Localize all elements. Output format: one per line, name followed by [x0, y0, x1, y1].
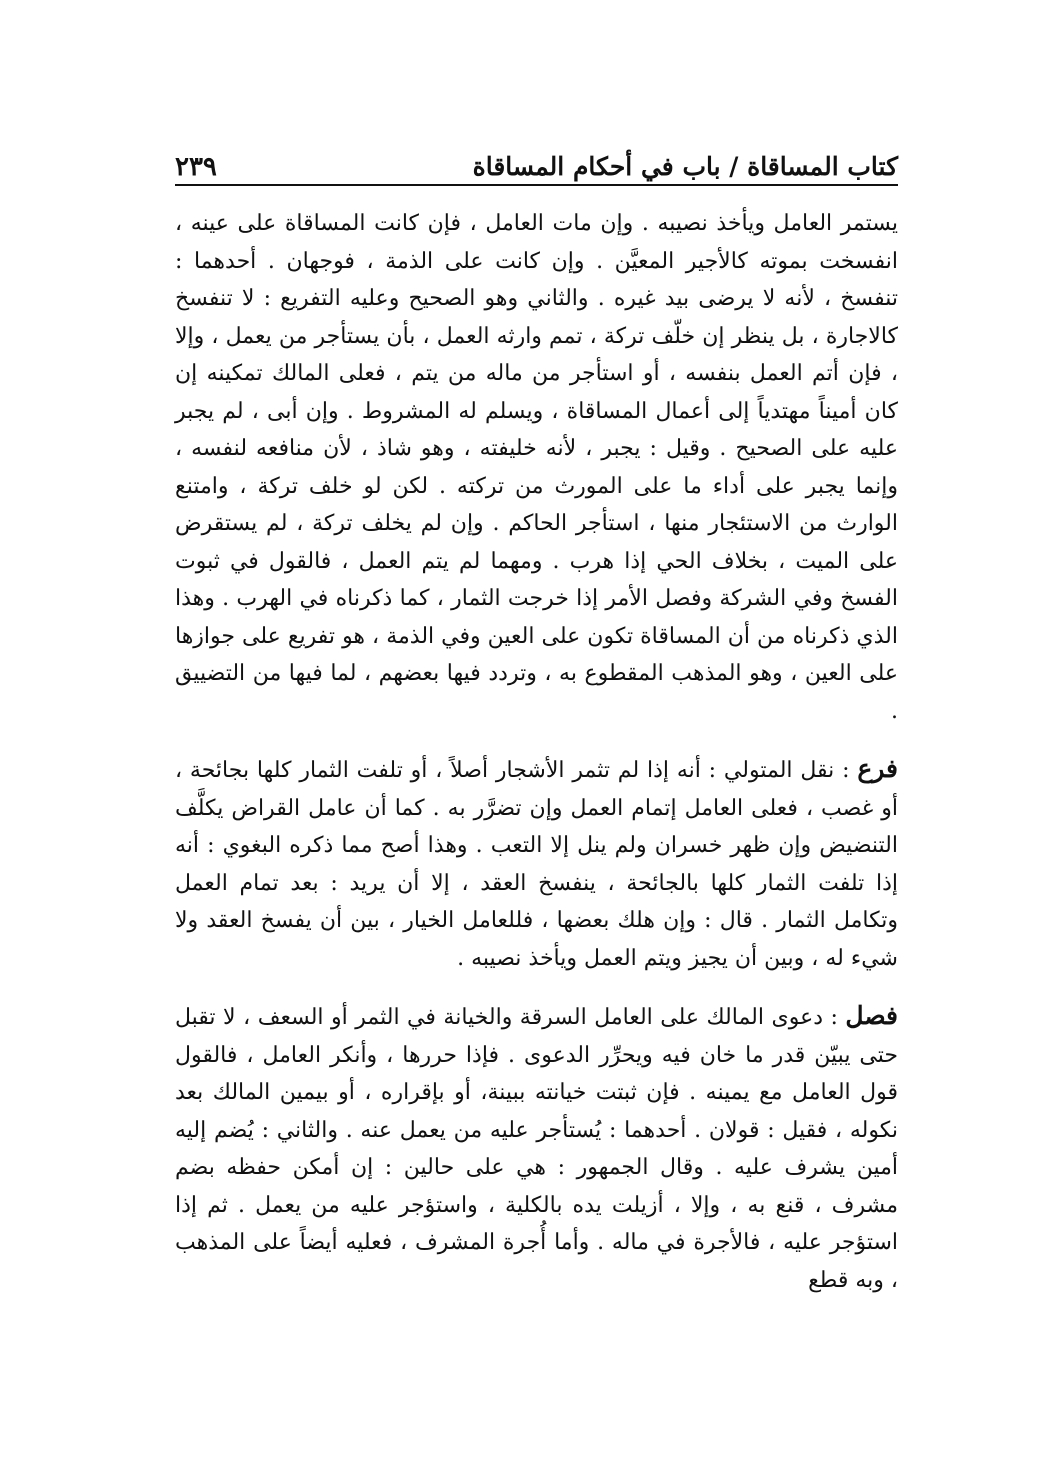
header-rule [175, 184, 898, 186]
section-lead-fasl: فصل [845, 1001, 898, 1030]
paragraph-far [175, 750, 898, 977]
page-header [175, 140, 898, 186]
paragraph-fasl [175, 997, 898, 1299]
paragraph-text: : نقل المتولي : أنه إذا لم تثمر الأشجار أصلاً ، أو تلفت الثمار كلها بجائحة ، أو غصب ، فعلى العامل إتمام العمل وإن تضرَّر به . كما أن عامل القراض يكلَّف التنضيض وإن ظهر خسران ولم ينل إلا التعب . وهذا أصح مما ذكره البغوي : أنه إذا تلفت الثمار كلها بالجائحة ، ينفسخ العقد ، إلا أن يريد : بعد تمام العمل وتكامل الثمار . قال : وإن هلك بعضها ، فللعامل الخيار ، بين أن يفسخ العقد ولا شيء له ، وبين أن يجيز ويتم العمل ويأخذ نصيبه . [175, 758, 899, 971]
running-title: كتاب المساقاة / باب في أحكام المساقاة [472, 152, 898, 181]
paragraph-continuation [175, 205, 898, 730]
section-lead-far: فرع [857, 754, 898, 783]
page-number: ٢٣٩ [175, 152, 217, 182]
paragraph-text: : دعوى المالك على العامل السرقة والخيانة في الثمر أو السعف ، لا تقبل حتى يبيّن قدر ما خان فيه ويحرِّر الدعوى . فإذا حررها ، وأنكر العامل ، فالقول قول العامل مع يمينه . فإن ثبتت خيانته ببينة، أو بإقراره ، أو بيمين المالك بعد نكوله ، فقيل : قولان . أحدهما : يُستأجر عليه من يعمل عنه . والثاني : يُضم إليه أمين يشرف عليه . وقال الجمهور : هي على حالين : إن أمكن حفظه بضم مشرف ، قنع به ، وإلا ، أزيلت يده بالكلية ، واستؤجر عليه من يعمل . ثم إذا استؤجر عليه ، فالأجرة في ماله . وأما أُجرة المشرف ، فعليه أيضاً على المذهب ، وبه قطع [175, 1005, 898, 1293]
body-text [175, 205, 898, 1299]
paragraph-text: يستمر العامل ويأخذ نصيبه . وإن مات العامل ، فإن كانت المساقاة على عينه ، انفسخت بموته كالأجير المعيَّن . وإن كانت على الذمة ، فوجهان . أحدهما : تنفسخ ، لأنه لا يرضى بيد غيره . والثاني وهو الصحيح وعليه التفريع : لا تنفسخ كالاجارة ، بل ينظر إن خلّف تركة ، تمم وارثه العمل ، بأن يستأجر من يعمل ، وإلا ، فإن أتم العمل بنفسه ، أو استأجر من ماله من يتم ، فعلى المالك تمكينه إن كان أميناً مهتدياً إلى أعمال المساقاة ، ويسلم له المشروط . وإن أبى ، لم يجبر عليه على الصحيح . وقيل : يجبر ، لأنه خليفته ، وهو شاذ ، لأن منافعه لنفسه ، وإنما يجبر على أداء ما على المورث من تركته . لكن لو خلف تركة ، وامتنع الوارث من الاستئجار منها ، استأجر الحاكم . وإن لم يخلف تركة ، لم يستقرض على الميت ، بخلاف الحي إذا هرب . ومهما لم يتم العمل ، فالقول في ثبوت الفسخ وفي الشركة وفصل الأمر إذا خرجت الثمار ، كما ذكرناه في الهرب . وهذا الذي ذكرناه من أن المساقاة تكون على العين وفي الذمة ، هو تفريع على جوازها على العين ، وهو المذهب المقطوع به ، وتردد فيها بعضهم ، لما فيها من التضييق . [175, 211, 898, 724]
